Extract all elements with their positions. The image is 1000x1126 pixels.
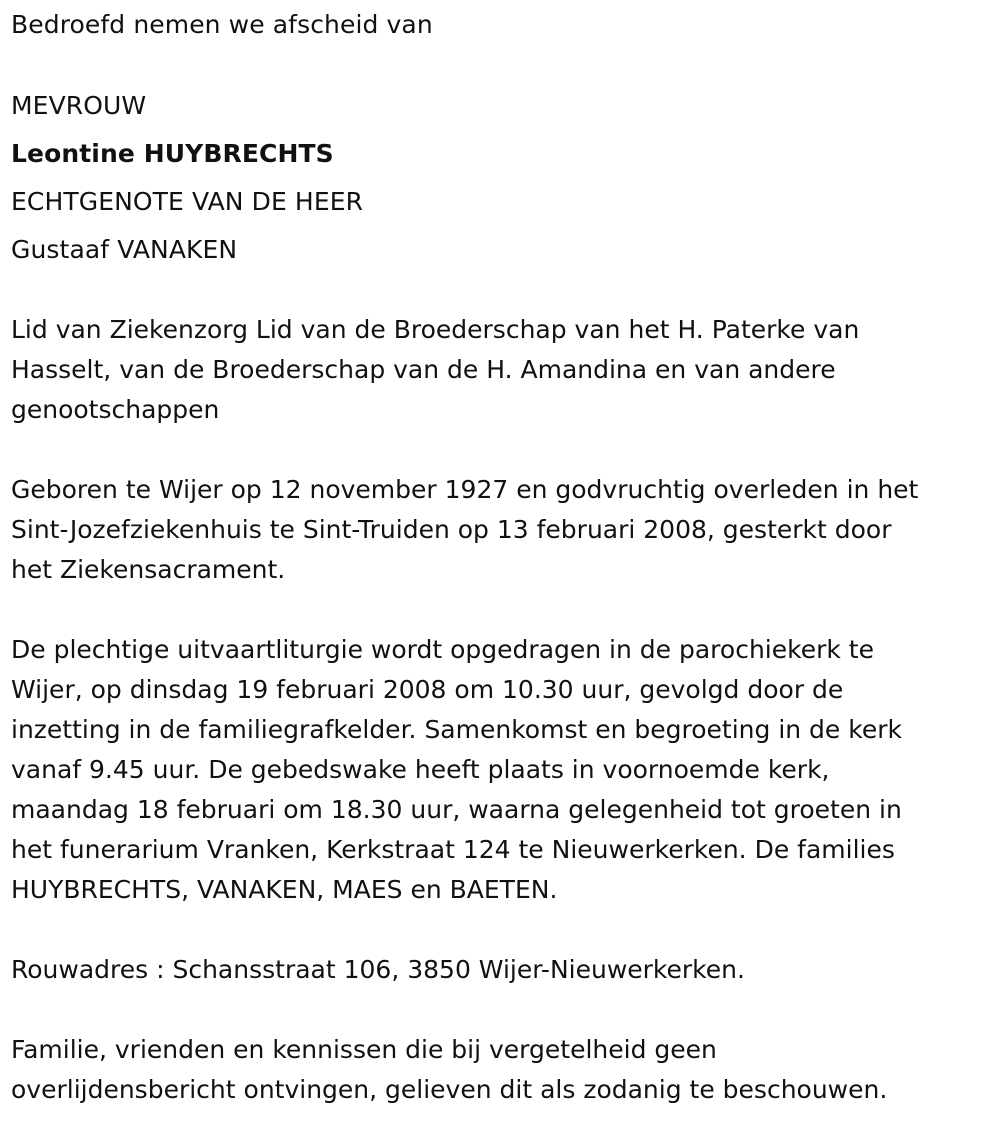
relation-text: ECHTGENOTE VAN DE HEER	[11, 187, 364, 216]
address-paragraph	[11, 950, 986, 990]
title-prefix: MEVROUW	[11, 91, 147, 120]
funeral-line: HUYBRECHTS, VANAKEN, MAES en BAETEN.	[11, 875, 558, 904]
funeral-line: De plechtige uitvaartliturgie wordt opgedragen in de parochiekerk te	[11, 635, 874, 664]
deceased-name: Leontine HUYBRECHTS	[11, 139, 334, 168]
funeral-line: het funerarium Vranken, Kerkstraat 124 te Nieuwerkerken. De families	[11, 835, 895, 864]
memberships-line: genootschappen	[11, 395, 220, 424]
funeral-line: maandag 18 februari om 18.30 uur, waarna gelegenheid tot groeten in	[11, 795, 902, 824]
funeral-line: vanaf 9.45 uur. De gebedswake heeft plaats in voornoemde kerk,	[11, 755, 830, 784]
birth-death-paragraph	[11, 470, 986, 590]
funeral-line: Wijer, op dinsdag 19 februari 2008 om 10.30 uur, gevolgd door de	[11, 675, 844, 704]
birth-death-line: het Ziekensacrament.	[11, 555, 286, 584]
birth-death-line: Geboren te Wijer op 12 november 1927 en godvruchtig overleden in het	[11, 475, 919, 504]
funeral-paragraph	[11, 630, 986, 910]
memberships-line: Lid van Ziekenzorg Lid van de Broederschap van het H. Paterke van	[11, 315, 860, 344]
closing-line: overlijdensbericht ontvingen, gelieven dit als zodanig te beschouwen.	[11, 1075, 888, 1104]
birth-death-line: Sint-Jozefziekenhuis te Sint-Truiden op 13 februari 2008, gesterkt door	[11, 515, 892, 544]
memberships-line: Hasselt, van de Broederschap van de H. Amandina en van andere	[11, 355, 836, 384]
closing-paragraph	[11, 1030, 986, 1110]
mourning-address: Rouwadres : Schansstraat 106, 3850 Wijer-Nieuwerkerken.	[11, 955, 745, 984]
funeral-line: inzetting in de familiegrafkelder. Samenkomst en begroeting in de kerk	[11, 715, 902, 744]
spouse-name: Gustaaf VANAKEN	[11, 235, 238, 264]
memberships-paragraph	[11, 310, 986, 430]
closing-line: Familie, vrienden en kennissen die bij vergetelheid geen	[11, 1035, 717, 1064]
intro-text: Bedroefd nemen we afscheid van	[11, 10, 433, 39]
